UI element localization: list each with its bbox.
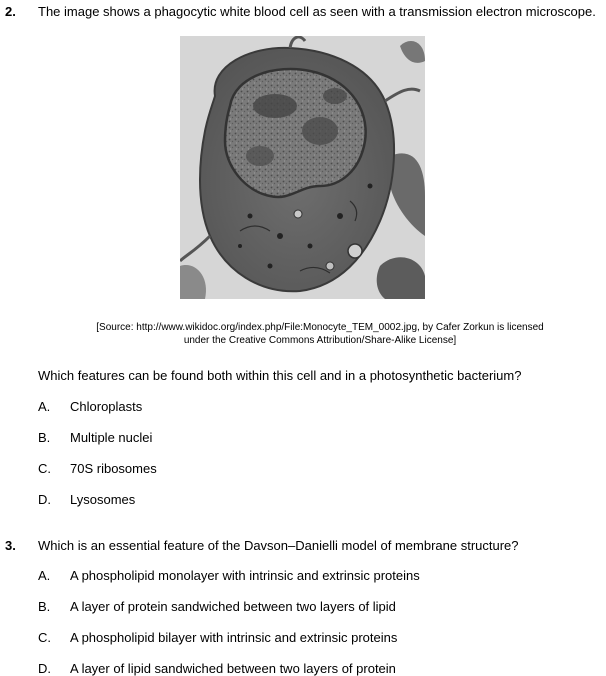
question-2-number: 2. — [5, 4, 16, 19]
question-2-prompt: Which features can be found both within this cell and in a photosynthetic bacterium? — [38, 368, 522, 383]
q3-option-c[interactable] — [38, 630, 397, 645]
q2-option-a[interactable] — [38, 399, 142, 414]
option-text: Chloroplasts — [70, 399, 143, 414]
option-letter: B. — [38, 430, 51, 445]
option-text: A layer of lipid sandwiched between two layers of protein — [70, 661, 396, 676]
option-text: 70S ribosomes — [70, 461, 157, 476]
question-3-prompt: Which is an essential feature of the Davson–Danielli model of membrane structure? — [38, 538, 519, 553]
image-source-citation — [60, 321, 580, 347]
option-text: Lysosomes — [70, 492, 136, 507]
q3-option-b[interactable] — [38, 599, 396, 614]
option-text: A phospholipid bilayer with intrinsic and extrinsic proteins — [70, 630, 398, 645]
option-letter: C. — [38, 630, 51, 645]
option-text: A phospholipid monolayer with intrinsic and extrinsic proteins — [70, 568, 420, 583]
question-3-number: 3. — [5, 538, 16, 553]
tem-micrograph-image — [180, 36, 425, 299]
option-text: Multiple nuclei — [70, 430, 153, 445]
option-letter: D. — [38, 492, 51, 507]
source-line-2: under the Creative Commons Attribution/Share-Alike License] — [183, 335, 457, 346]
option-letter: A. — [38, 568, 51, 583]
source-line-1: [Source: http://www.wikidoc.org/index.php/File:Monocyte_TEM_0002.jpg, by Cafer Zorkun is licensed — [96, 322, 544, 333]
option-letter: A. — [38, 399, 51, 414]
q2-option-d[interactable] — [38, 492, 135, 507]
q2-option-c[interactable] — [38, 461, 157, 476]
q3-option-d[interactable] — [38, 661, 396, 676]
question-2-stem: The image shows a phagocytic white blood cell as seen with a transmission electron microscope. — [38, 4, 596, 19]
q3-option-a[interactable] — [38, 568, 420, 583]
option-letter: C. — [38, 461, 51, 476]
option-letter: B. — [38, 599, 51, 614]
option-letter: D. — [38, 661, 51, 676]
q2-option-b[interactable] — [38, 430, 152, 445]
option-text: A layer of protein sandwiched between two layers of lipid — [70, 599, 396, 614]
